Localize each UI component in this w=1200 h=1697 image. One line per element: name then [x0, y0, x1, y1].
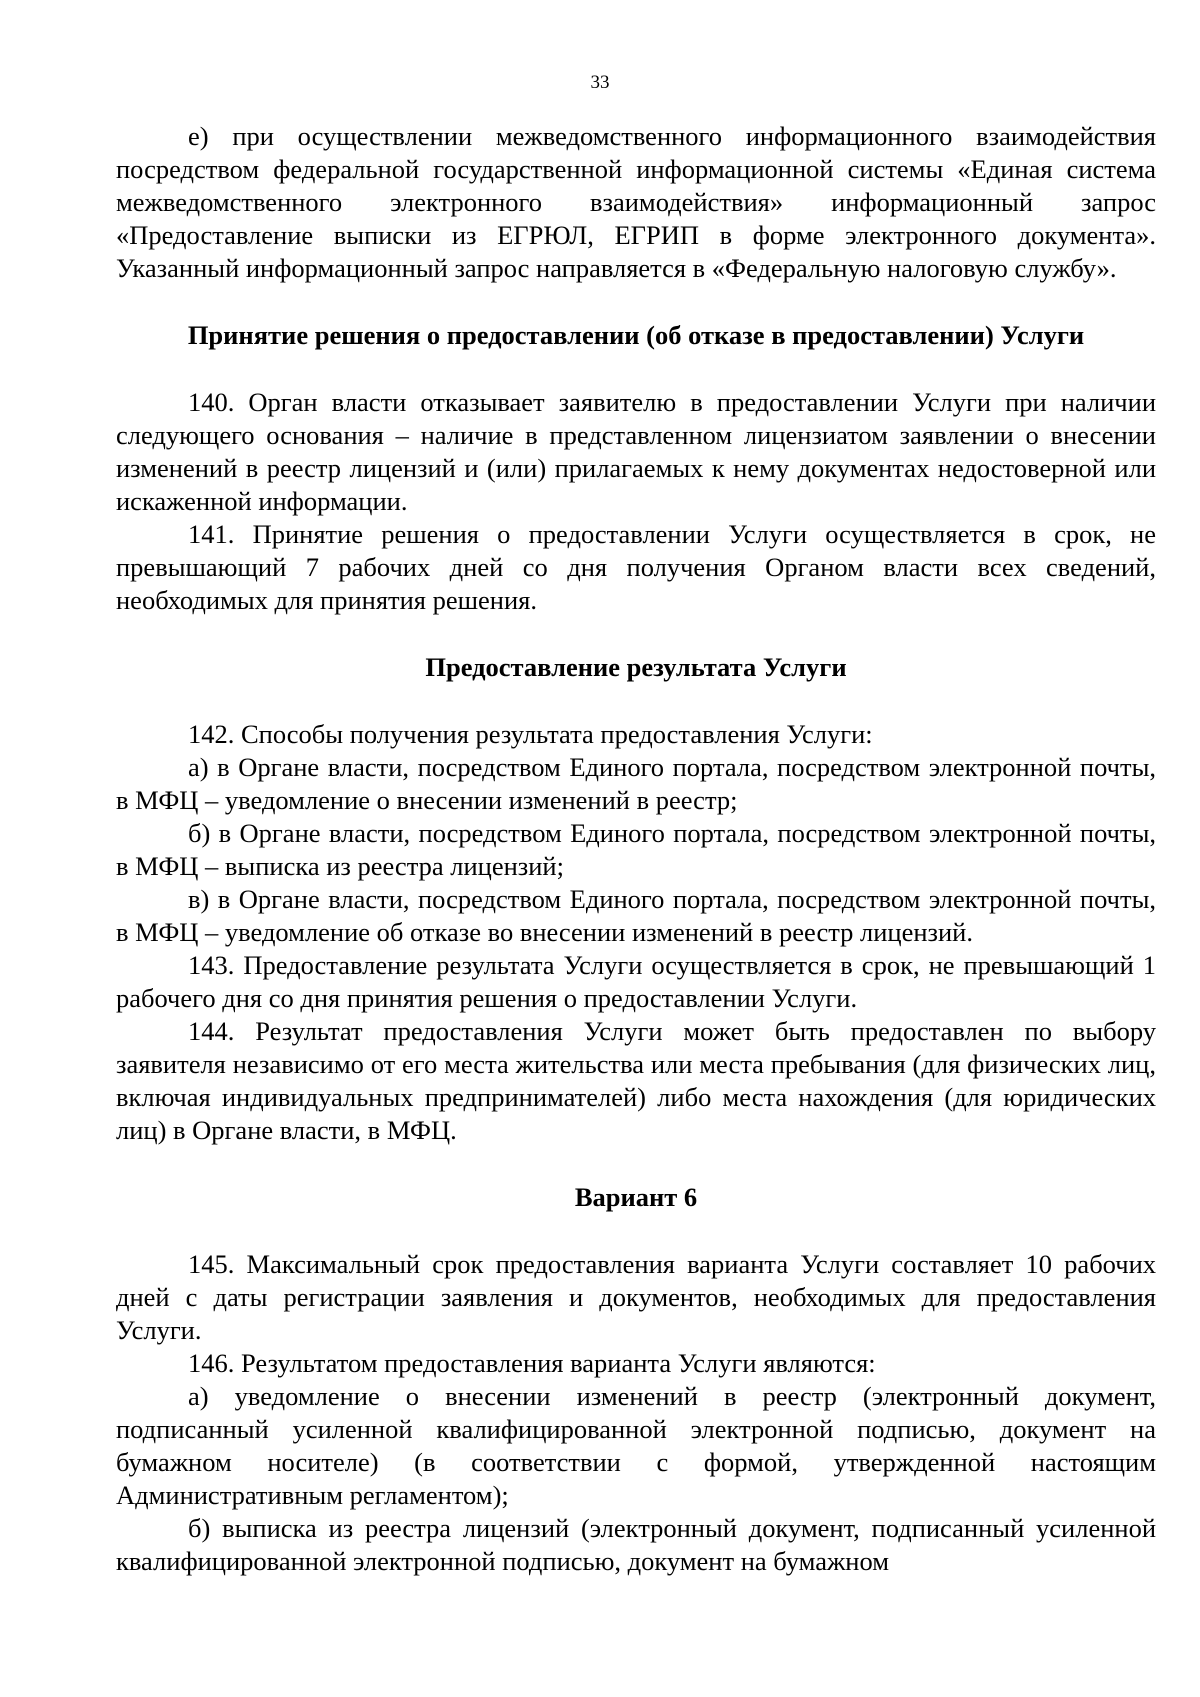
paragraph-145: 145. Максимальный срок предоставления варианта Услуги составляет 10 рабочих дней с даты регистрации заявления и документов, необходимых для предоставления Услуги.	[116, 1249, 1156, 1345]
paragraph-142-v: в) в Органе власти, посредством Единого портала, посредством электронной почты, в МФЦ – уведомление об отказе во внесении изменений в реестр лицензий.	[116, 884, 1156, 947]
paragraph-142-a: а) в Органе власти, посредством Единого портала, посредством электронной почты, в МФЦ – уведомление о внесении изменений в реестр;	[116, 752, 1156, 815]
paragraph-144: 144. Результат предоставления Услуги может быть предоставлен по выбору заявителя независимо от его места жительства или места пребывания (для физических лиц, включая индивидуальных предпринимателей) либо места нахождения (для юридических лиц) в Органе власти, в МФЦ.	[116, 1016, 1156, 1145]
page-number: 33	[590, 72, 610, 93]
heading-variant-6: Вариант 6	[574, 1182, 698, 1212]
paragraph-143: 143. Предоставление результата Услуги осуществляется в срок, не превышающий 1 рабочего дня со дня принятия решения о предоставлении Услуги.	[116, 950, 1156, 1013]
paragraph-140: 140. Орган власти отказывает заявителю в предоставлении Услуги при наличии следующего основания – наличие в представленном лицензиатом заявлении о внесении изменений в реестр лицензий и (или) прилагаемых к нему документах недостоверной или искаженной информации.	[116, 387, 1156, 516]
paragraph-146-a: а) уведомление о внесении изменений в реестр (электронный документ, подписанный усиленной квалифицированной электронной подписью, документ на бумажном носителе) (в соответствии с формой, утвержденной настоящим Административным регламентом);	[116, 1381, 1156, 1510]
paragraph-146: 146. Результатом предоставления варианта Услуги являются:	[188, 1348, 876, 1378]
heading-decision: Принятие решения о предоставлении (об отказе в предоставлении) Услуги	[187, 320, 1085, 350]
paragraph-e-interdepartmental-request: е) при осуществлении межведомственного информационного взаимодействия посредством федеральной государственной информационной системы «Единая система межведомственного электронного взаимодействия» информационный запрос «Предоставление выписки из ЕГРЮЛ, ЕГРИП в форме электронного документа». Указанный информационный запрос направляется в «Федеральную налоговую службу».	[116, 121, 1156, 283]
paragraph-142-b: б) в Органе власти, посредством Единого портала, посредством электронной почты, в МФЦ – выписка из реестра лицензий;	[116, 818, 1156, 881]
paragraph-142: 142. Способы получения результата предоставления Услуги:	[188, 719, 873, 749]
document-body	[116, 120, 1156, 1578]
paragraph-141: 141. Принятие решения о предоставлении Услуги осуществляется в срок, не превышающий 7 рабочих дней со дня получения Органом власти всех сведений, необходимых для принятия решения.	[116, 519, 1156, 615]
heading-result: Предоставление результата Услуги	[425, 652, 847, 682]
paragraph-146-b: б) выписка из реестра лицензий (электронный документ, подписанный усиленной квалифицированной электронной подписью, документ на бумажном	[116, 1513, 1156, 1576]
